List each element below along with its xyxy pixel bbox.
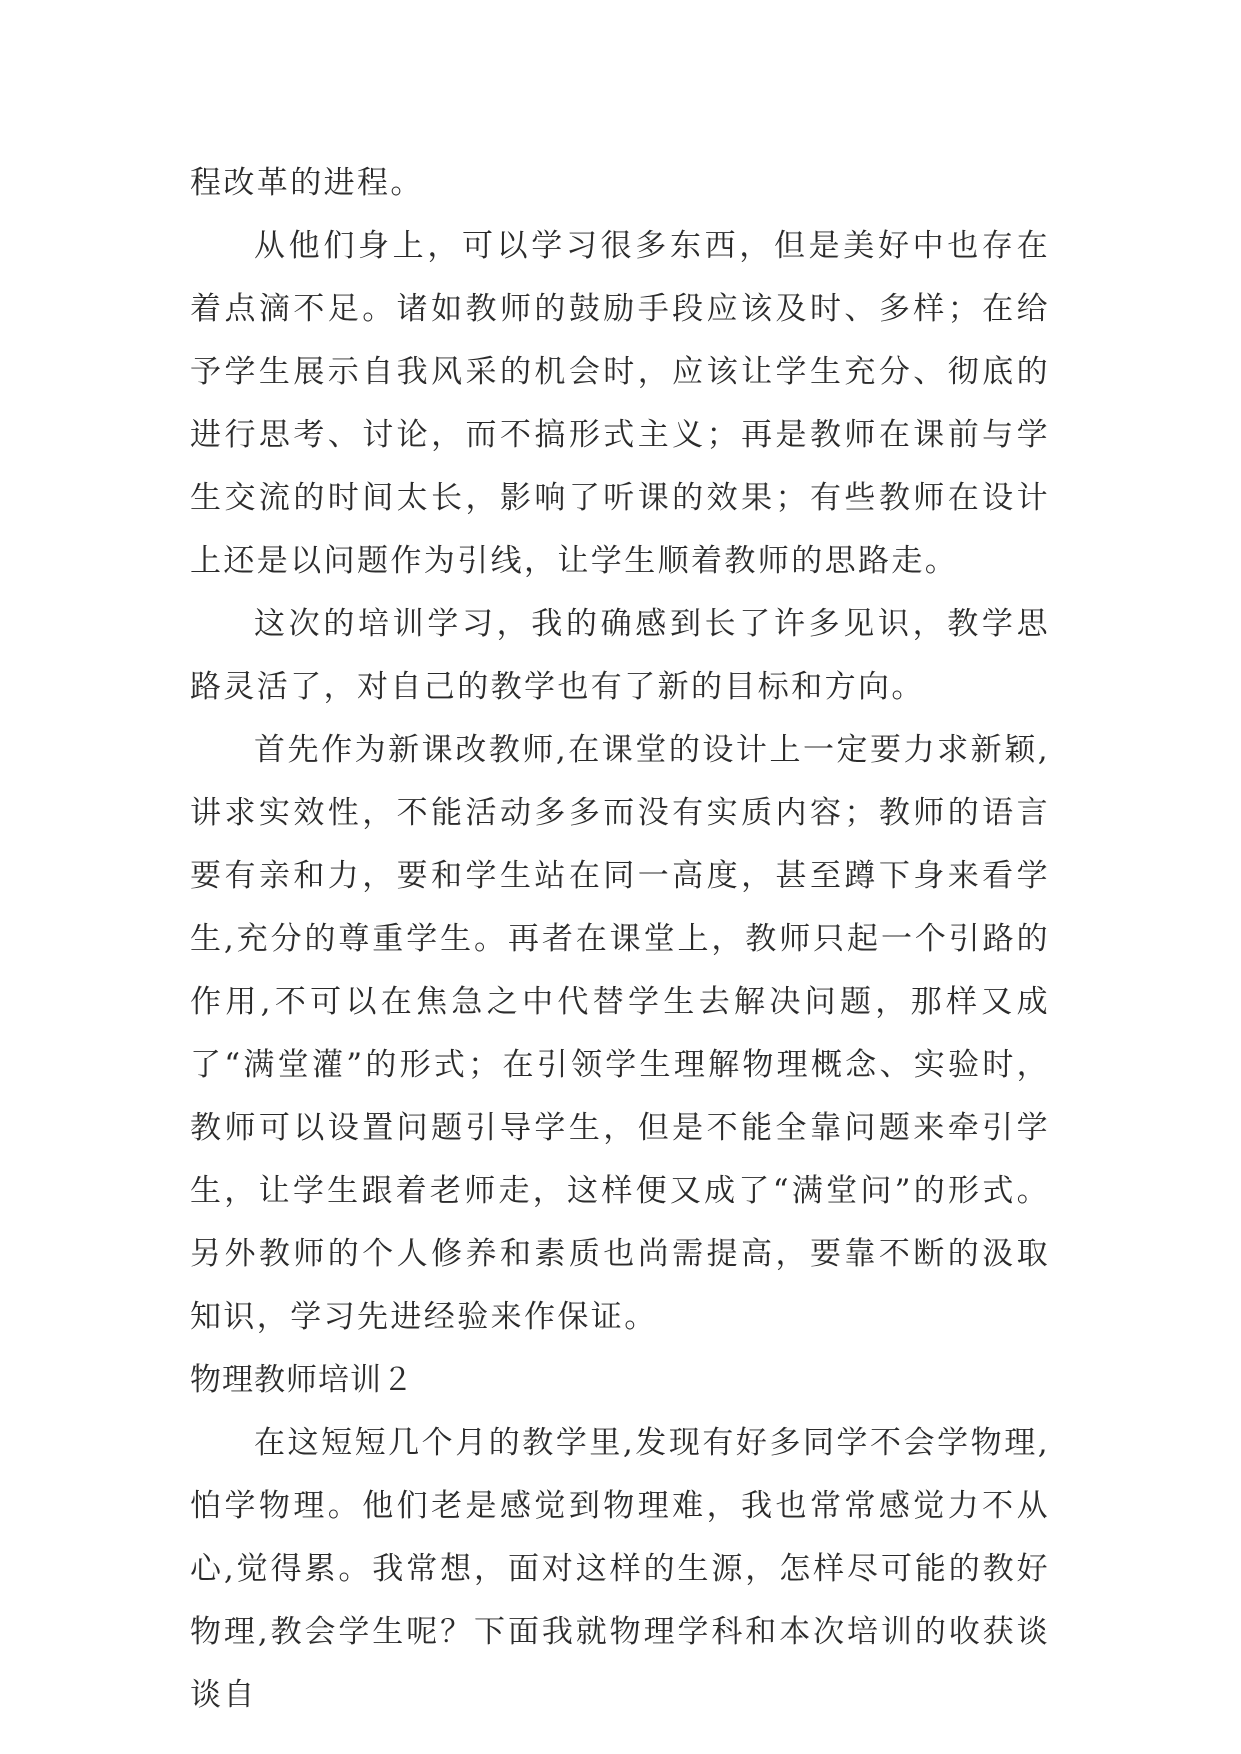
paragraph-observations: 从他们身上，可以学习很多东西，但是美好中也存在着点滴不足。诸如教师的鼓励手段应该及时、多样；在给予学生展示自我风采的机会时，应该让学生充分、彻底的进行思考、讨论，而不搞形式主义；再是教师在课前与学生交流的时间太长，影响了听课的效果；有些教师在设计上还是以问题作为引线，让学生顺着教师的思路走。 [190,228,1050,579]
section-heading: 物理教师培训２ [190,1362,414,1398]
paragraph-section-intro: 在这短短几个月的教学里,发现有好多同学不会学物理,怕学物理。他们老是感觉到物理难，我也常常感觉力不从心,觉得累。我常想，面对这样的生源，怎样尽可能的教好物理,教会学生呢？下面我就物理学科和本次培训的收获谈谈自 [190,1425,1050,1713]
paragraph-new-curriculum: 首先作为新课改教师,在课堂的设计上一定要力求新颖,讲求实效性，不能活动多多而没有实质内容；教师的语言要有亲和力，要和学生站在同一高度，甚至蹲下身来看学生,充分的尊重学生。再者在课堂上，教师只起一个引路的作用,不可以在焦急之中代替学生去解决问题，那样又成了“满堂灌”的形式；在引领学生理解物理概念、实验时，教师可以设置问题引导学生，但是不能全靠问题来牵引学生，让学生跟着老师走，这样便又成了“满堂问”的形式。另外教师的个人修养和素质也尚需提高，要靠不断的汲取知识，学习先进经验来作保证。 [190,732,1050,1335]
paragraph-training-gains: 这次的培训学习，我的确感到长了许多见识，教学思路灵活了，对自己的教学也有了新的目标和方向。 [190,606,1050,705]
document-body [190,152,1050,1727]
paragraph-continuation: 程改革的进程。 [190,165,424,201]
